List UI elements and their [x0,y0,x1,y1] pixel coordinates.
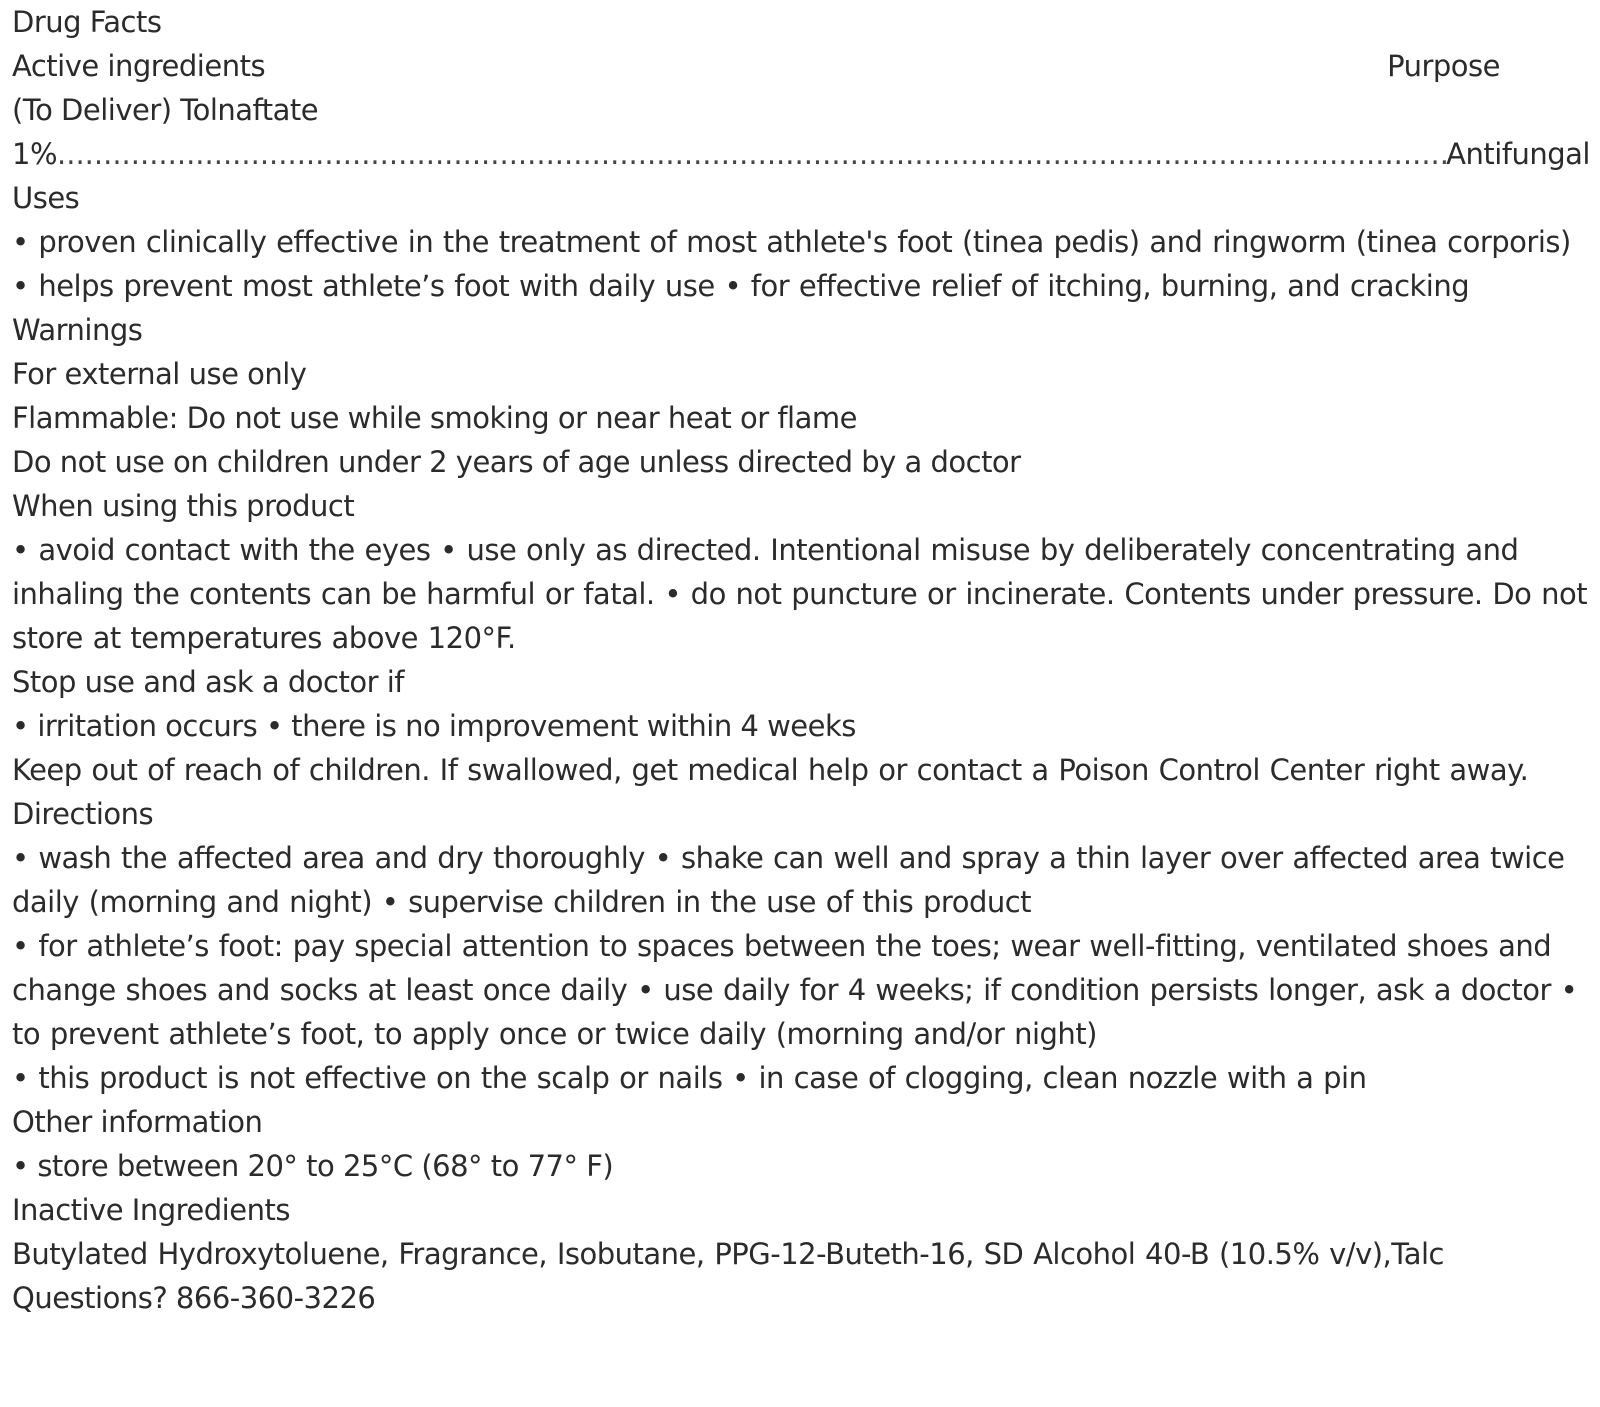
when-using-heading: When using this product [12,489,355,523]
active-ingredients-header-row [12,44,1590,88]
external-use-warning: For external use only [12,357,307,391]
directions-paragraph-1: • wash the affected area and dry thoroughly • shake can well and spray a thin layer over affected area twice daily (morning and night) • supervise children in the use of this product [12,841,1565,919]
stop-use-heading: Stop use and ask a doctor if [12,665,404,699]
inactive-ingredients-text: Butylated Hydroxytoluene, Fragrance, Isobutane, PPG-12-Buteth-16, SD Alcohol 40-B (10.5% v/v),Talc [12,1237,1444,1271]
children-warning: Do not use on children under 2 years of age unless directed by a doctor [12,445,1021,479]
keep-out-of-reach: Keep out of reach of children. If swallowed, get medical help or contact a Poison Control Center right away. [12,753,1529,787]
directions-heading: Directions [12,797,154,831]
drug-facts-label [12,0,1590,1320]
uses-heading: Uses [12,181,80,215]
flammable-warning: Flammable: Do not use while smoking or near heat or flame [12,401,857,435]
stop-use-text: • irritation occurs • there is no improvement within 4 weeks [12,709,856,743]
directions-paragraph-2: • for athlete’s foot: pay special attention to spaces between the toes; wear well-fitting, ventilated shoes and change shoes and socks at least once daily • use daily for 4 weeks; if condition persists longer, ask a doctor • to prevent athlete’s foot, to apply once or twice daily (morning and/or night) [12,929,1578,1051]
active-ingredient-row [12,132,1590,176]
warnings-heading: Warnings [12,313,143,347]
leader-dots [57,132,1446,176]
uses-text: • proven clinically effective in the treatment of most athlete's foot (tinea pedis) and ringworm (tinea corporis) • helps prevent most athlete’s foot with daily use • for effective relief of itching, burning, and cracking [12,225,1571,303]
other-information-text: • store between 20° to 25°C (68° to 77° F) [12,1149,614,1183]
active-ingredient-name: (To Deliver) Tolnaftate [12,93,319,127]
other-information-heading: Other information [12,1105,263,1139]
active-ingredient-purpose: Antifungal [1446,137,1590,171]
active-ingredient-amount: 1% [12,137,58,171]
purpose-heading: Purpose [1387,49,1500,83]
questions-line: Questions? 866-360-3226 [12,1281,376,1315]
directions-paragraph-3: • this product is not effective on the scalp or nails • in case of clogging, clean nozzle with a pin [12,1061,1367,1095]
drug-facts-title: Drug Facts [12,5,162,39]
active-ingredients-heading: Active ingredients [12,49,266,83]
when-using-text: • avoid contact with the eyes • use only as directed. Intentional misuse by deliberately concentrating and inhaling the contents can be harmful or fatal. • do not puncture or incinerate. Contents under pressure. Do not store at temperatures above 120°F. [12,533,1588,655]
inactive-ingredients-heading: Inactive Ingredients [12,1193,290,1227]
